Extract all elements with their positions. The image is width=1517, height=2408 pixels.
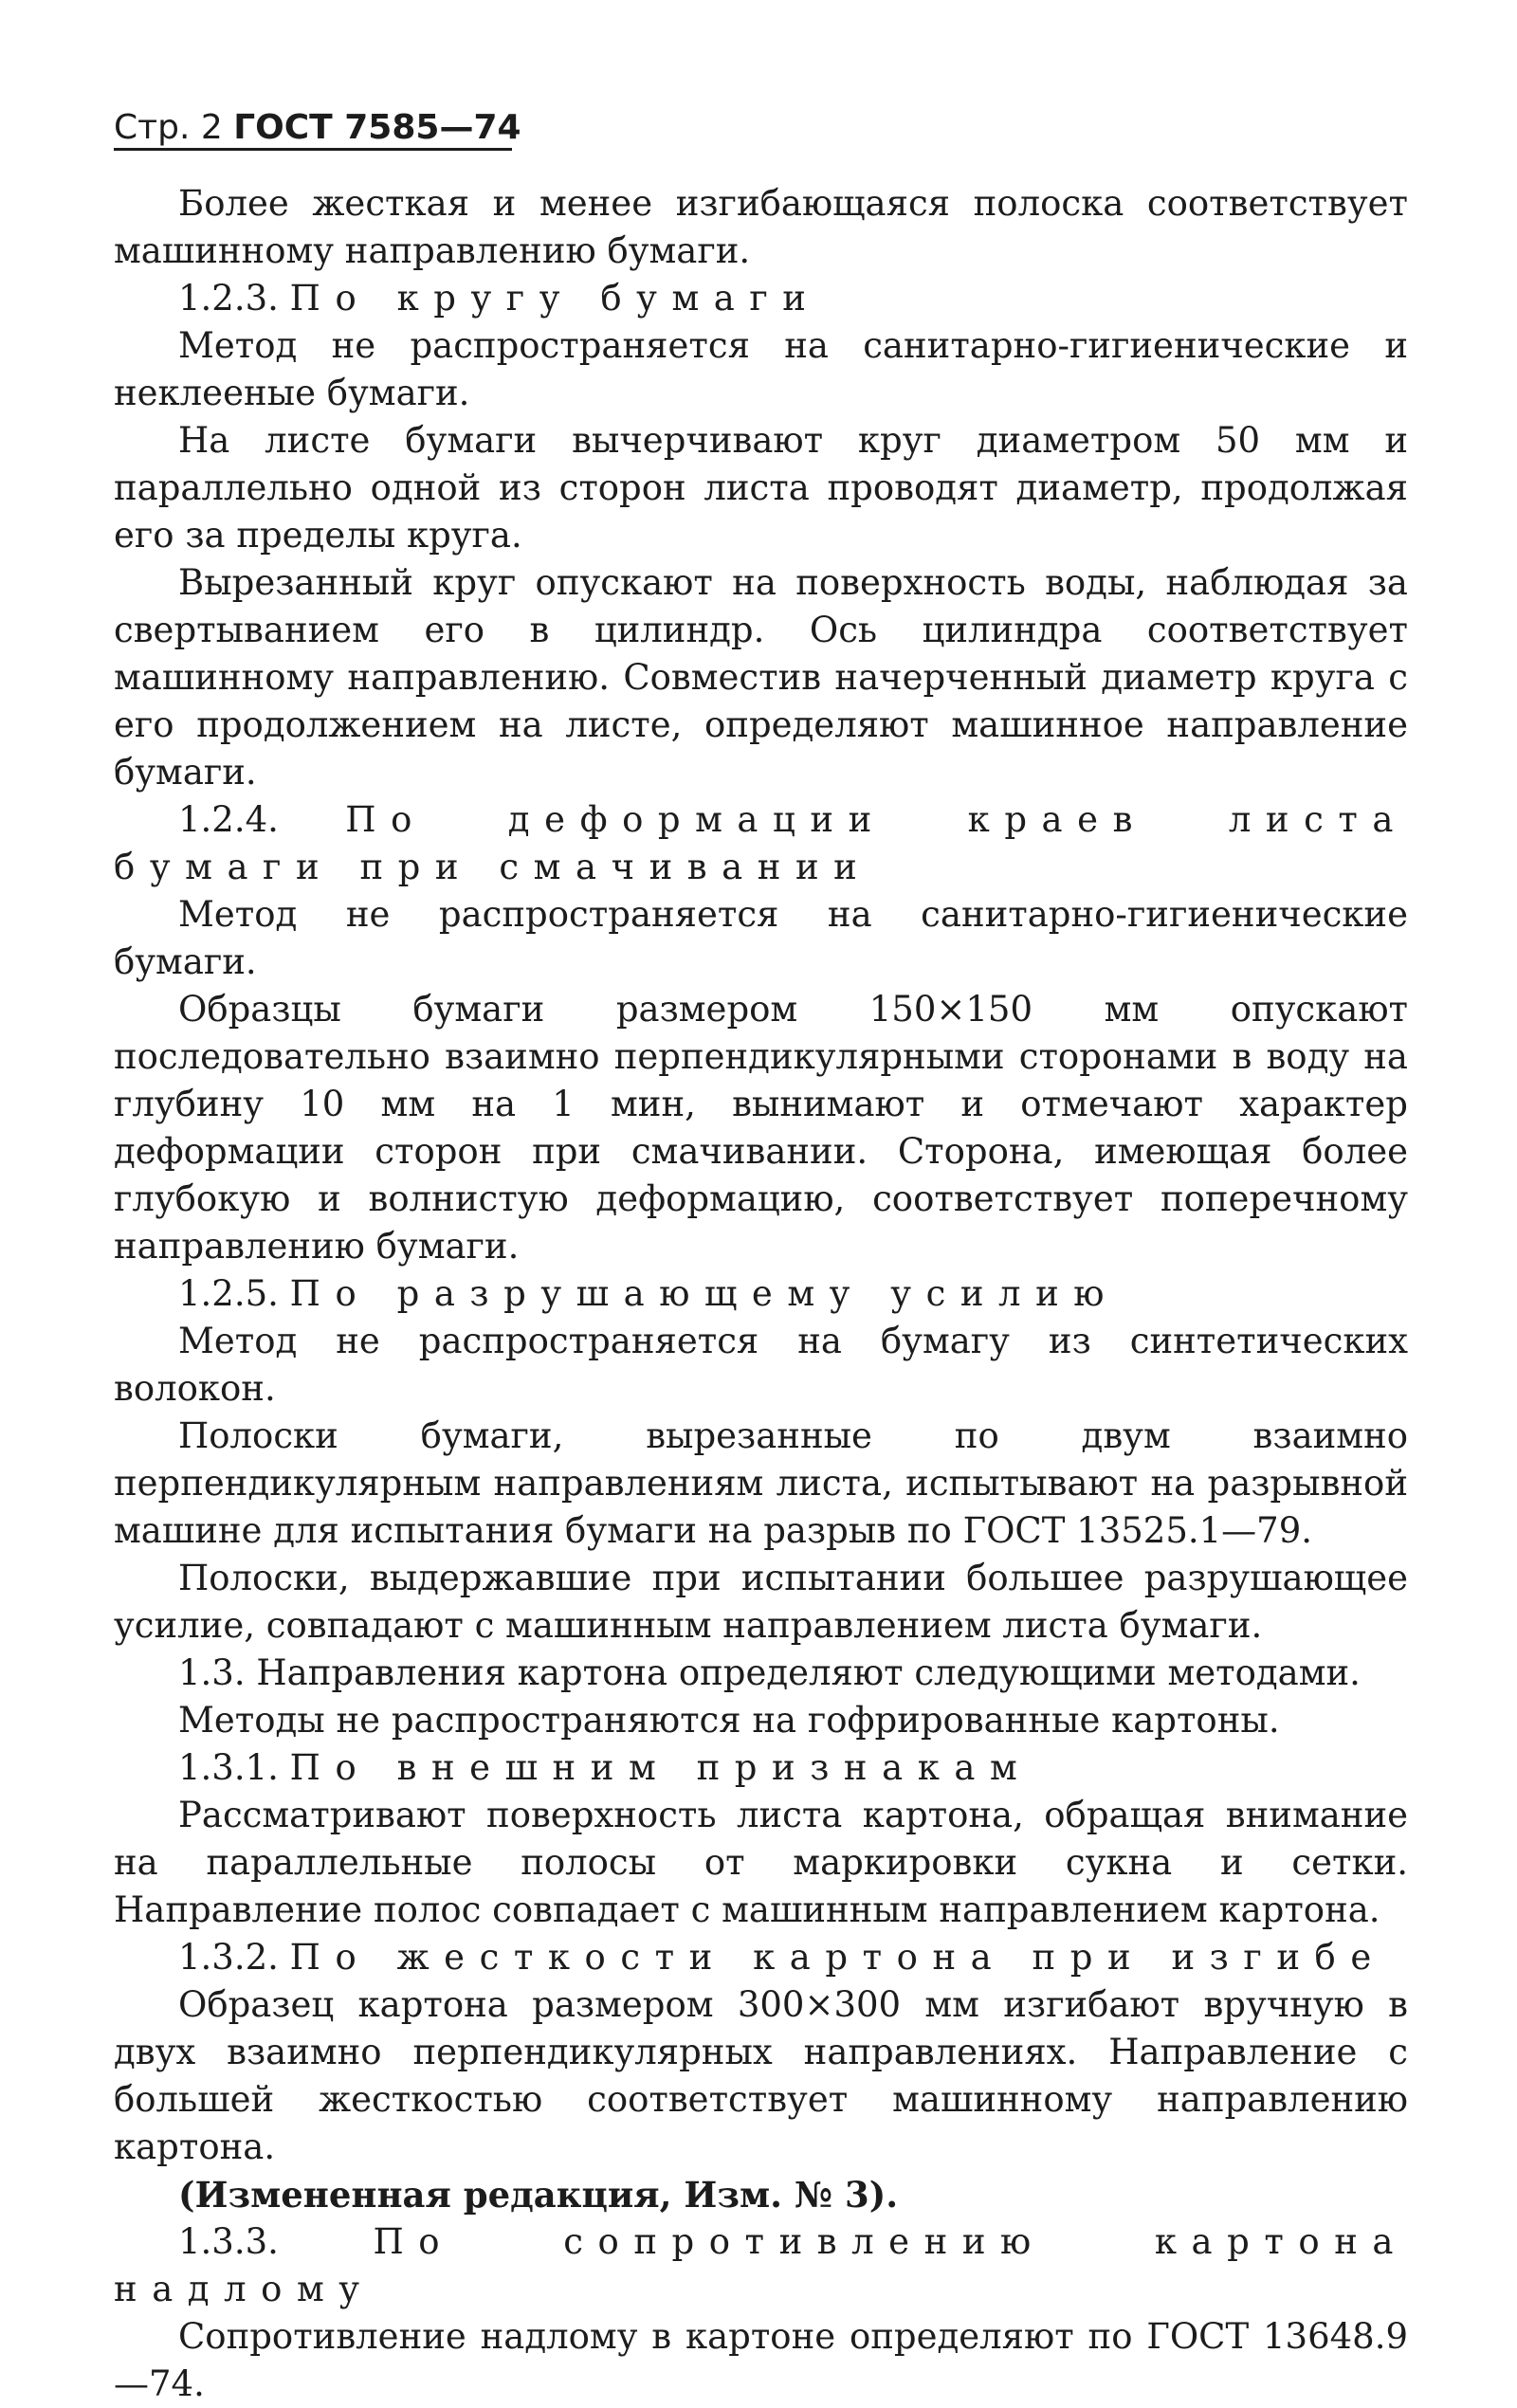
section-heading-1-3-2 — [114, 1934, 1408, 1981]
paragraph: Сопротивление надлому в картоне определяют по ГОСТ 13648.9—74. — [114, 2316, 1408, 2404]
section-title: По деформации краев листа бумаги при смачивании — [114, 799, 1408, 887]
paragraph: Метод не распространяется на санитарно-гигиенические бумаги. — [114, 894, 1408, 982]
section-heading-1-2-4 — [114, 796, 1408, 891]
section-number: 1.3.1. — [178, 1747, 279, 1788]
section-heading-1-2-5 — [114, 1270, 1408, 1318]
paragraph: Вырезанный круг опускают на поверхность воды, наблюдая за свертыванием его в цилиндр. Ось цилиндра соответствует машинному направлению. Совместив начерченный диаметр круга с его продолжением на листе, определяют машинное направление бумаги. — [114, 562, 1408, 793]
page-header — [114, 106, 521, 150]
paragraph: 1.3. Направления картона определяют следующими методами. — [178, 1652, 1361, 1693]
paragraph: Образцы бумаги размером 150×150 мм опускают последовательно взаимно перпендикулярными сторонами в воду на глубину 10 мм на 1 мин, вынимают и отмечают характер деформации сторон при смачивании. Сторона, имеющая более глубокую и волнистую деформацию, соответствует поперечному направлению бумаги. — [114, 989, 1408, 1267]
paragraph: Образец картона размером 300×300 мм изгибают вручную в двух взаимно перпендикулярных направлениях. Направление с большей жесткостью соответствует машинному направлению картона. — [114, 1984, 1408, 2167]
document-body — [114, 180, 1408, 2408]
paragraph: На листе бумаги вычерчивают круг диаметром 50 мм и параллельно одной из сторон листа проводят диаметр, продолжая его за пределы круга. — [114, 420, 1408, 556]
section-number: 1.2.4. — [178, 799, 279, 840]
section-title: По жесткости картона при изгибе — [289, 1937, 1386, 1978]
paragraph: Метод не распространяется на санитарно-гигиенические и неклееные бумаги. — [114, 325, 1408, 413]
standard-number: ГОСТ 7585—74 — [233, 108, 521, 147]
section-title: По кругу бумаги — [289, 278, 821, 319]
section-number: 1.2.5. — [178, 1273, 279, 1314]
paragraph: Полоски, выдержавшие при испытании большее разрушающее усилие, совпадают с машинным направлением листа бумаги. — [114, 1558, 1408, 1646]
section-number: 1.3.3. — [178, 2221, 279, 2262]
header-rule — [114, 148, 512, 151]
section-title: По разрушающему усилию — [289, 1273, 1120, 1314]
paragraph: Более жесткая и менее изгибающаяся полоска соответствует машинному направлению бумаги. — [114, 183, 1408, 271]
paragraph: Методы не распространяются на гофрированные картоны. — [178, 1700, 1280, 1741]
section-heading-1-3-1 — [114, 1744, 1408, 1792]
paragraph: Метод не распространяется на бумагу из синтетических волокон. — [114, 1321, 1408, 1409]
amendment-note: (Измененная редакция, Изм. № 3). — [178, 2174, 899, 2216]
page-number: Стр. 2 — [114, 108, 223, 147]
paragraph: Рассматривают поверхность листа картона, обращая внимание на параллельные полосы от маркировки сукна и сетки. Направление полос совпадает с машинным направлением картона. — [114, 1795, 1408, 1930]
section-number: 1.3.2. — [178, 1937, 279, 1978]
section-heading-1-3-3 — [114, 2218, 1408, 2313]
section-title: По внешним признакам — [289, 1747, 1033, 1788]
section-heading-1-2-3 — [114, 275, 1408, 322]
section-number: 1.2.3. — [178, 278, 279, 319]
paragraph: Полоски бумаги, вырезанные по двум взаимно перпендикулярным направлениям листа, испытывают на разрывной машине для испытания бумаги на разрыв по ГОСТ 13525.1—79. — [114, 1415, 1408, 1551]
section-title: По сопротивлению картона надлому — [114, 2221, 1409, 2309]
